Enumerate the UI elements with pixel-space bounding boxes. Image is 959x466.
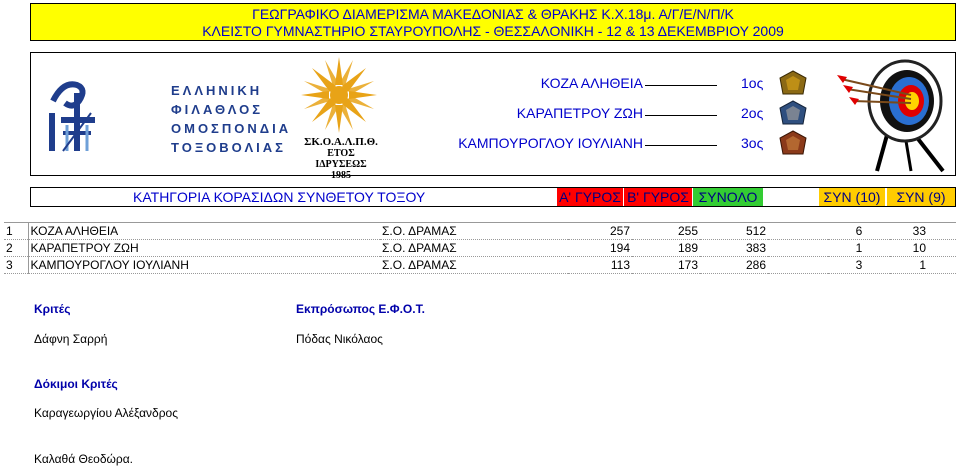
podium-name-2: ΚΑΡΑΠΕΤΡΟΥ ΖΩΗ xyxy=(516,105,643,121)
cell-nines: 33 xyxy=(890,223,956,240)
cell-club: Σ.Ο. ΔΡΑΜΑΣ xyxy=(380,257,568,274)
col-round1: Α' ΓΥΡΟΣ xyxy=(557,188,623,206)
podium-line-3 xyxy=(645,145,717,146)
results-table xyxy=(4,222,956,274)
header-line-1: ΓΕΩΓΡΑΦΙΚΟ ΔΙΑΜΕΡΙΣΜΑ ΜΑΚΕΔΟΝΙΑΣ & ΘΡΑΚΗΣ Κ.Χ.18μ. Α/Γ/Ε/Ν/Π/Κ xyxy=(252,6,734,22)
podium-row-1 xyxy=(421,75,764,95)
trainee-name-1: Καραγεωργίου Αλέξανδρος xyxy=(34,406,178,420)
rep-name: Πόδας Νικόλαος xyxy=(296,332,383,346)
cell-tens: 3 xyxy=(828,257,890,274)
cell-r2: 173 xyxy=(632,257,700,274)
club-sun-logo-icon xyxy=(297,55,381,139)
podium-row-3 xyxy=(421,135,764,155)
podium-rank-3: 3ος xyxy=(741,135,764,151)
silver-medal-icon xyxy=(779,100,807,126)
judge-label: Κριτές xyxy=(34,302,71,316)
podium-rank-1: 1ος xyxy=(741,75,764,91)
cell-name: ΚΟΖΑ ΑΛΗΘΕΙΑ xyxy=(28,223,380,240)
gold-medal-icon xyxy=(779,70,807,96)
cell-pos: 2 xyxy=(4,240,28,257)
cell-name: ΚΑΡΑΠΕΤΡΟΥ ΖΩΗ xyxy=(28,240,380,257)
podium-line-1 xyxy=(645,85,717,86)
cell-r1: 113 xyxy=(568,257,632,274)
podium-banner xyxy=(30,52,956,181)
cell-r1: 257 xyxy=(568,223,632,240)
cell-r1: 194 xyxy=(568,240,632,257)
club-founded-label: ΕΤΟΣ ΙΔΡΥΣΕΩΣ xyxy=(315,148,367,170)
category-header xyxy=(30,187,956,207)
cell-spacer xyxy=(768,240,828,257)
header-banner xyxy=(30,3,956,41)
podium-row-2 xyxy=(421,105,764,125)
cell-spacer xyxy=(768,223,828,240)
cell-r2: 255 xyxy=(632,223,700,240)
trainee-label: Δόκιμοι Κριτές xyxy=(34,377,118,391)
table-row xyxy=(4,223,956,240)
club-name: ΣΚ.Ο.Α.Λ.Π.Θ. xyxy=(304,136,378,148)
federation-line-1: ΕΛΛΗΝΙΚΗ xyxy=(171,83,263,98)
judge-name: Δάφνη Σαρρή xyxy=(34,332,108,346)
cell-spacer xyxy=(768,257,828,274)
cell-pos: 1 xyxy=(4,223,28,240)
cell-nines: 10 xyxy=(890,240,956,257)
col-total: ΣΥΝΟΛΟ xyxy=(693,188,763,206)
archery-target-icon xyxy=(831,55,951,173)
cell-r2: 189 xyxy=(632,240,700,257)
cell-tens: 6 xyxy=(828,223,890,240)
header-line-2: ΚΛΕΙΣΤΟ ΓΥΜΝΑΣΤΗΡΙΟ ΣΤΑΥΡΟΥΠΟΛΗΣ - ΘΕΣΣΑΛΟΝΙΚΗ - 12 & 13 ΔΕΚΕΜΒΡΙΟΥ 2009 xyxy=(202,23,784,39)
cell-name: ΚΑΜΠΟΥΡΟΓΛΟΥ ΙΟΥΛΙΑΝΗ xyxy=(28,257,380,274)
podium-name-1: ΚΟΖΑ ΑΛΗΘΕΙΑ xyxy=(540,75,643,91)
podium-line-2 xyxy=(645,115,717,116)
col-nines: ΣΥΝ (9) xyxy=(887,188,955,206)
federation-name xyxy=(171,81,291,157)
cell-club: Σ.Ο. ΔΡΑΜΑΣ xyxy=(380,223,568,240)
bronze-medal-icon xyxy=(779,130,807,156)
cell-total: 383 xyxy=(700,240,768,257)
club-founded-year: 1985 xyxy=(331,170,351,181)
rep-label: Εκπρόσωπος Ε.Φ.Ο.Τ. xyxy=(296,302,425,316)
cell-nines: 1 xyxy=(890,257,956,274)
cell-total: 286 xyxy=(700,257,768,274)
trainee-name-2: Καλαθά Θεοδώρα. xyxy=(34,452,133,466)
cell-total: 512 xyxy=(700,223,768,240)
col-tens: ΣΥΝ (10) xyxy=(819,188,885,206)
federation-logo-icon xyxy=(43,73,163,153)
federation-line-2: ΦΙΛΑΘΛΟΣ xyxy=(171,102,263,117)
podium-name-3: ΚΑΜΠΟΥΡΟΓΛΟΥ ΙΟΥΛΙΑΝΗ xyxy=(458,135,643,151)
federation-line-4: ΤΟΞΟΒΟΛΙΑΣ xyxy=(171,140,286,155)
cell-club: Σ.Ο. ΔΡΑΜΑΣ xyxy=(380,240,568,257)
federation-line-3: ΟΜΟΣΠΟΝΔΙΑ xyxy=(171,121,292,136)
cell-pos: 3 xyxy=(4,257,28,274)
cell-tens: 1 xyxy=(828,240,890,257)
table-row xyxy=(4,257,956,274)
table-row xyxy=(4,240,956,257)
category-label: ΚΑΤΗΓΟΡΙΑ ΚΟΡΑΣΙΔΩΝ ΣΥΝΘΕΤΟΥ ΤΟΞΟΥ xyxy=(133,189,426,205)
club-label xyxy=(301,137,381,181)
col-round2: Β' ΓΥΡΟΣ xyxy=(624,188,692,206)
podium-rank-2: 2ος xyxy=(741,105,764,121)
